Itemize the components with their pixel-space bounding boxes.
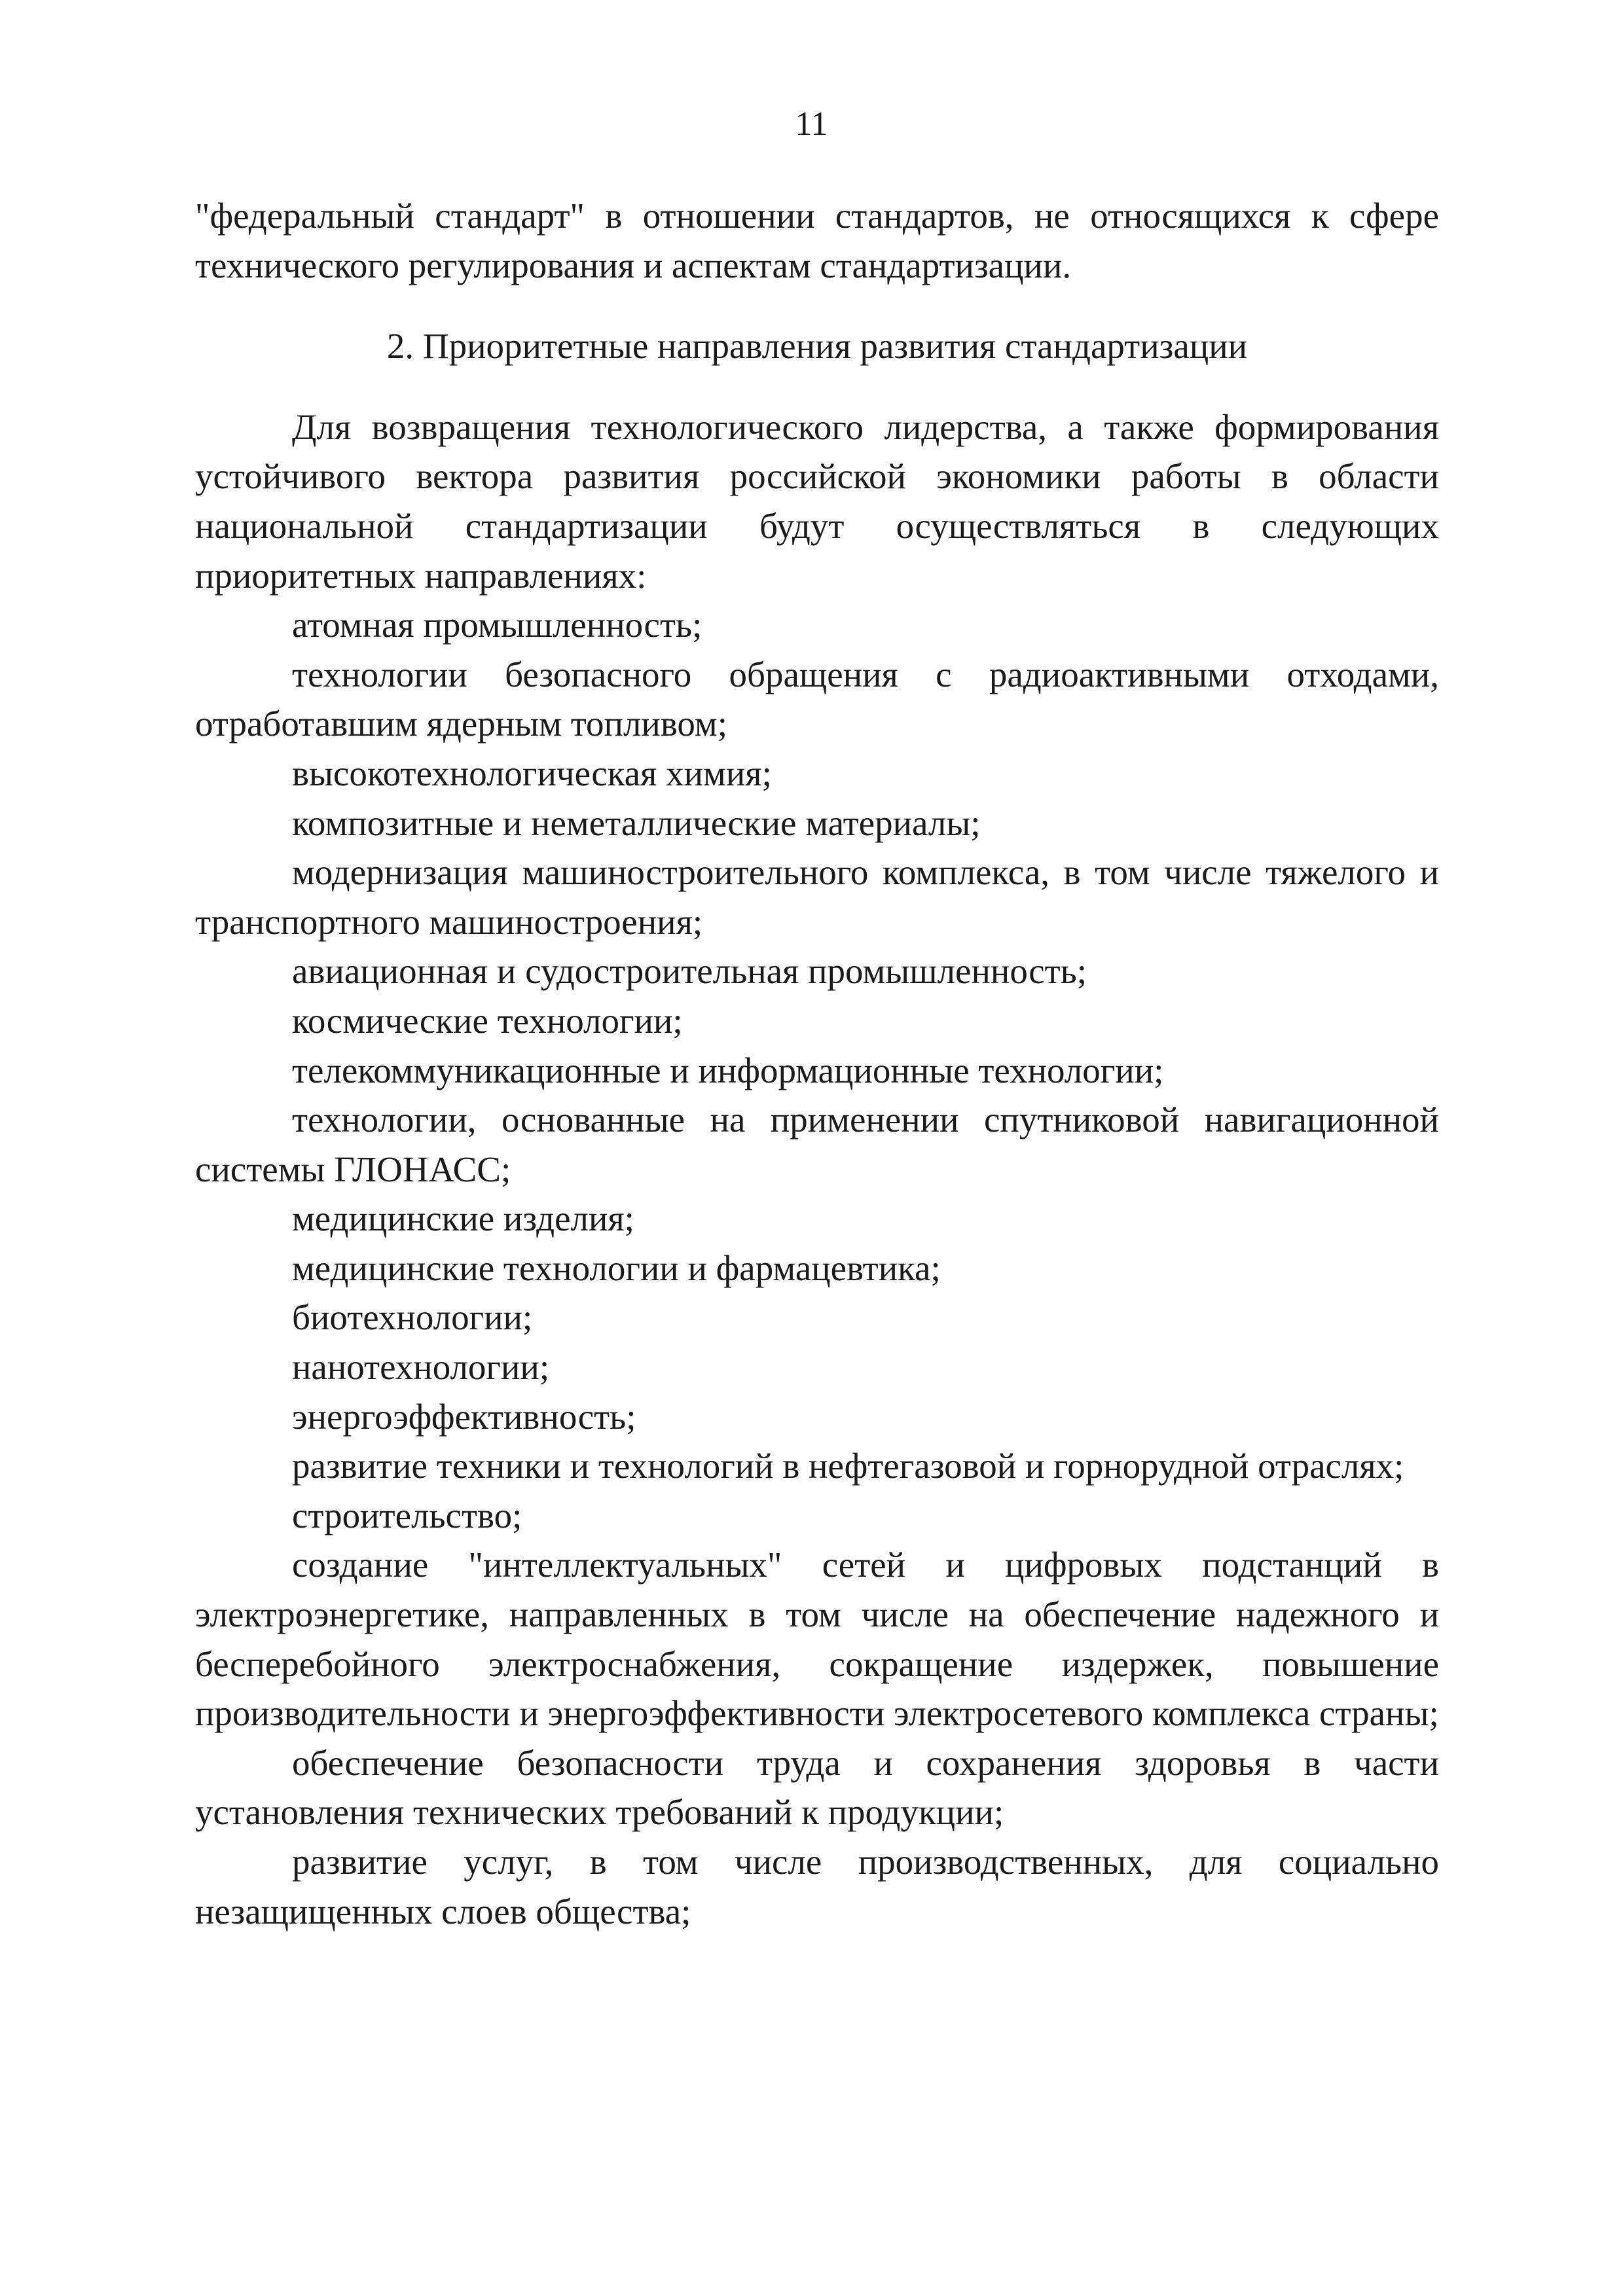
direction-item: космические технологии; <box>292 1000 683 1041</box>
direction-item: биотехнологии; <box>292 1297 533 1338</box>
direction-item: развитие услуг, в том числе производственных, для социально незащищенных слоев общества; <box>195 1842 1439 1931</box>
direction-item: технологии безопасного обращения с радиоактивными отходами, отработавшим ядерным топливом; <box>195 654 1439 744</box>
direction-item: создание "интеллектуальных" сетей и цифровых подстанций в электроэнергетике, направленных в том числе на обеспечение надежного и бесперебойного электроснабжения, сокращение издержек, повышение производительности и энергоэффективности электросетевого комплекса страны; <box>195 1545 1439 1734</box>
direction-item: медицинские технологии и фармацевтика; <box>292 1247 941 1288</box>
spacer <box>195 371 1439 403</box>
lead-paragraph: Для возвращения технологического лидерства, а также формирования устойчивого вектора развития российской экономики работы в области национальной стандартизации будут осуществляться в следующих приоритетных направлениях: <box>195 406 1439 596</box>
direction-item: атомная промышленность; <box>292 605 702 645</box>
page-content <box>195 191 1439 1936</box>
direction-item: модернизация машиностроительного комплекса, в том числе тяжелого и транспортного машиностроения; <box>195 852 1439 942</box>
direction-item: медицинские изделия; <box>292 1198 634 1239</box>
direction-item: энергоэффективность; <box>292 1396 636 1437</box>
page-number: 11 <box>795 105 828 143</box>
intro-paragraph: "федеральный стандарт" в отношении стандартов, не относящихся к сфере технического регулирования и аспектам стандартизации. <box>195 196 1439 285</box>
section-heading: 2. Приоритетные направления развития стандартизации <box>386 326 1248 367</box>
direction-item: телекоммуникационные и информационные технологии; <box>292 1050 1164 1090</box>
direction-item: строительство; <box>292 1495 522 1535</box>
direction-item: композитные и неметаллические материалы; <box>292 802 981 843</box>
direction-item: обеспечение безопасности труда и сохранения здоровья в части установления технических требований к продукции; <box>195 1742 1439 1833</box>
direction-item: технологии, основанные на применении спутниковой навигационной системы ГЛОНАСС; <box>195 1100 1439 1189</box>
spacer <box>195 290 1439 321</box>
direction-item: авиационная и судостроительная промышленность; <box>292 951 1087 992</box>
direction-item: высокотехнологическая химия; <box>292 753 772 793</box>
direction-item: нанотехнологии; <box>292 1347 550 1388</box>
direction-item: развитие техники и технологий в нефтегазовой и горнорудной отраслях; <box>292 1446 1404 1486</box>
